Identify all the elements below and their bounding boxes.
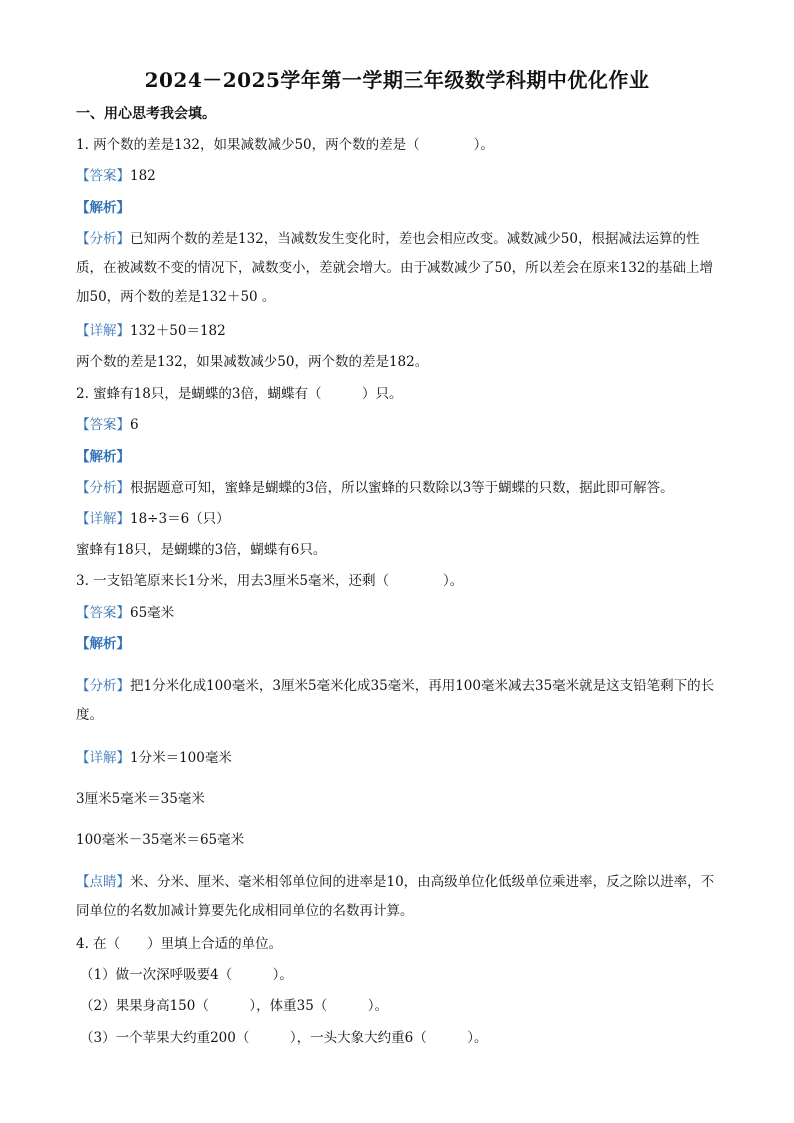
analysis-header-tag: 【解析】: [76, 200, 130, 216]
q1-detail-text: 132＋50＝182: [130, 323, 226, 339]
section-heading: 一、用心思考我会填。: [76, 106, 216, 122]
q2-analysis-header: [76, 447, 130, 467]
q4-sub-2: （2）果果身高150（ ），体重35（ ）。: [80, 998, 389, 1014]
analysis-tag: 【分析】: [76, 480, 130, 496]
q3-answer: 65毫米: [130, 605, 175, 621]
q3-detail-1: [76, 748, 232, 768]
answer-tag: 【答案】: [76, 417, 130, 433]
comment-tag: 【点睛】: [76, 874, 130, 890]
q1-analysis: [76, 225, 718, 312]
q1-detail: [76, 321, 226, 341]
q4-sub-1: （1）做一次深呼吸要4（ ）。: [80, 967, 293, 983]
question-2: 2. 蜜蜂有18只，是蝴蝶的3倍，蝴蝶有（ ）只。: [76, 386, 403, 402]
q3-analysis-text: 把1分米化成100毫米，3厘米5毫米化成35毫米，再用100毫米减去35毫米就是这支铅笔剩下的长度。: [76, 678, 715, 723]
answer-tag: 【答案】: [76, 168, 130, 184]
analysis-header-tag: 【解析】: [76, 636, 130, 652]
q2-detail: [76, 509, 230, 529]
q3-analysis: [76, 672, 718, 730]
q1-analysis-header: [76, 198, 130, 218]
page-title: 2024－2025学年第一学期三年级数学科期中优化作业: [144, 68, 650, 92]
q1-answer: 182: [130, 168, 156, 184]
q2-conclusion: 蜜蜂有18只，是蝴蝶的3倍，蝴蝶有6只。: [76, 542, 327, 558]
question-4: 4. 在（ ）里填上合适的单位。: [76, 936, 283, 952]
q2-detail-text: 18÷3＝6（只）: [130, 511, 230, 527]
detail-tag: 【详解】: [76, 750, 130, 766]
question-3: 3. 一支铅笔原来长1分米，用去3厘米5毫米，还剩（ ）。: [76, 573, 464, 589]
q3-analysis-header: [76, 634, 130, 654]
q2-analysis-text: 根据题意可知，蜜蜂是蝴蝶的3倍，所以蜜蜂的只数除以3等于蝴蝶的只数，据此即可解答。: [130, 480, 674, 496]
q1-answer-line: [76, 166, 156, 186]
q2-analysis: [76, 478, 674, 498]
analysis-tag: 【分析】: [76, 678, 130, 694]
q3-detail-1-text: 1分米＝100毫米: [130, 750, 232, 766]
detail-tag: 【详解】: [76, 323, 130, 339]
question-1: 1. 两个数的差是132，如果减数减少50，两个数的差是（ ）。: [76, 137, 494, 153]
q1-conclusion: 两个数的差是132，如果减数减少50，两个数的差是182。: [76, 354, 429, 370]
analysis-header-tag: 【解析】: [76, 449, 130, 465]
detail-tag: 【详解】: [76, 511, 130, 527]
q3-detail-2: 3厘米5毫米＝35毫米: [76, 791, 205, 807]
q3-comment: [76, 868, 718, 926]
q4-sub-3: （3）一个苹果大约重200（ ），一头大象大约重6（ ）。: [80, 1030, 488, 1046]
q2-answer-line: [76, 415, 139, 435]
q3-answer-line: [76, 603, 174, 623]
answer-tag: 【答案】: [76, 605, 130, 621]
q3-detail-3: 100毫米－35毫米＝65毫米: [76, 832, 245, 848]
q1-analysis-text: 已知两个数的差是132，当减数发生变化时，差也会相应改变。减数减少50，根据减法运算的性质，在被减数不变的情况下，减数变小，差就会增大。由于减数减少了50，所以差会在原来132的基础上增加50，两个数的差是132＋50 。: [76, 231, 713, 305]
q2-answer: 6: [130, 417, 139, 433]
analysis-tag: 【分析】: [76, 231, 130, 247]
q3-comment-text: 米、分米、厘米、毫米相邻单位间的进率是10，由高级单位化低级单位乘进率，反之除以进率，不同单位的名数加减计算要先化成相同单位的名数再计算。: [76, 874, 715, 919]
